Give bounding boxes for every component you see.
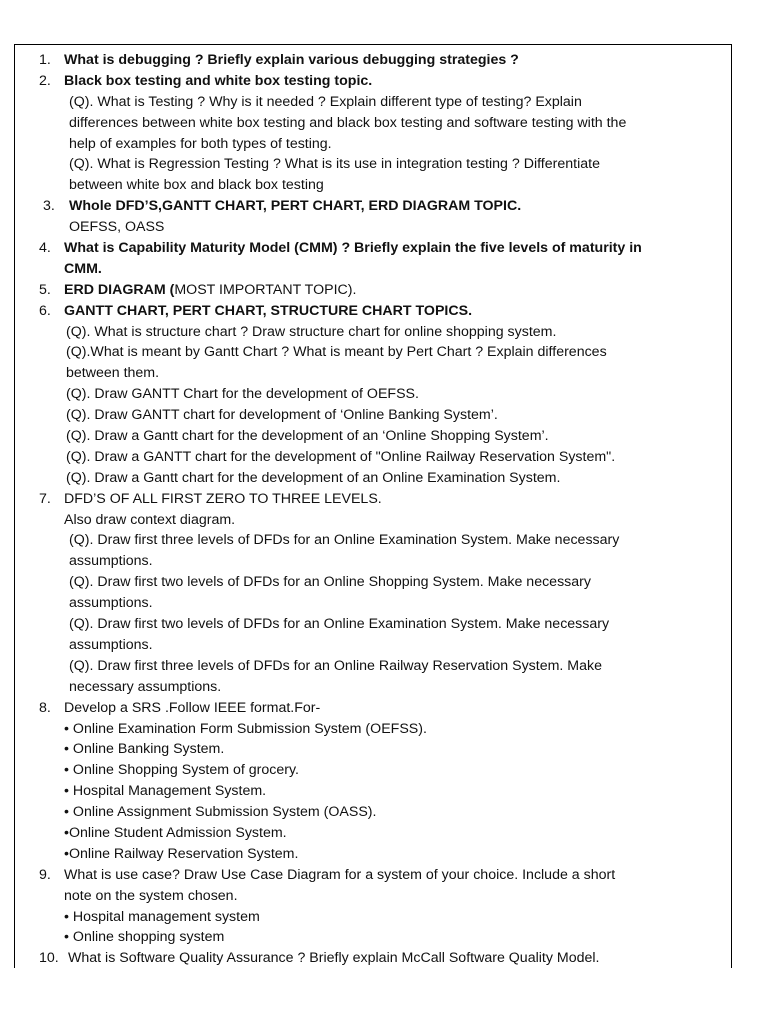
bullet-text: • Online shopping system (64, 929, 225, 946)
sub-text: Also draw context diagram. (64, 511, 236, 528)
item-number: 7. (39, 490, 51, 507)
list-item-8 (15, 698, 732, 719)
sub-line (15, 154, 732, 175)
item-text: Develop a SRS .Follow IEEE format.For- (64, 699, 321, 716)
sub-text: assumptions. (69, 553, 153, 570)
sub-line (15, 530, 732, 551)
sub-text: (Q). Draw first three levels of DFDs for an Online Railway Reservation System. Make (69, 657, 602, 674)
bullet-line (15, 907, 732, 928)
list-item-5 (15, 280, 732, 301)
sub-line (15, 342, 732, 363)
item-text: Whole DFD’S,GANTT CHART, PERT CHART, ERD DIAGRAM TOPIC. (69, 198, 522, 215)
item-text: What is Capability Maturity Model (CMM) ? Briefly explain the five levels of maturity in (64, 240, 642, 257)
sub-line (15, 363, 732, 384)
bullet-text: • Online Banking System. (64, 741, 225, 758)
sub-text: (Q). Draw GANTT Chart for the development of OEFSS. (66, 386, 419, 403)
bullet-text: • Hospital Management System. (64, 783, 267, 800)
question-list (15, 50, 732, 968)
sub-line (15, 405, 732, 426)
sub-text: (Q). What is structure chart ? Draw structure chart for online shopping system. (66, 323, 557, 340)
sub-line (15, 92, 732, 113)
sub-line (15, 593, 732, 614)
list-item-2 (15, 71, 732, 92)
sub-text: (Q). Draw first two levels of DFDs for an Online Examination System. Make necessary (69, 616, 610, 633)
sub-text: (Q). Draw first three levels of DFDs for an Online Examination System. Make necessary (69, 532, 620, 549)
sub-text: (Q). Draw a GANTT chart for the development of "Online Railway Reservation System". (66, 448, 616, 465)
sub-text: (Q). What is Regression Testing ? What is its use in integration testing ? Differentiate (69, 156, 600, 173)
question-list-box (14, 44, 732, 968)
sub-text: (Q). Draw a Gantt chart for the development of an ‘Online Shopping System’. (66, 428, 549, 445)
bullet-text: • Online Shopping System of grocery. (64, 762, 299, 779)
sub-line (15, 426, 732, 447)
list-item-1 (15, 50, 732, 71)
bullet-text: • Hospital management system (64, 908, 260, 925)
sub-line (15, 259, 732, 280)
bullet-line (15, 739, 732, 760)
item-text (64, 280, 356, 301)
bullet-line (15, 781, 732, 802)
sub-text: differences between white box testing and black box testing and software testing with the (69, 114, 627, 131)
sub-line (15, 510, 732, 531)
sub-text: assumptions. (69, 595, 153, 612)
item-text: GANTT CHART, PERT CHART, STRUCTURE CHART TOPICS. (64, 302, 473, 319)
bullet-text: • Online Assignment Submission System (OASS). (64, 804, 377, 821)
list-item-10 (15, 948, 732, 968)
bullet-line (15, 719, 732, 740)
list-item-4 (15, 238, 732, 259)
sub-line (15, 217, 732, 238)
bullet-line (15, 823, 732, 844)
sub-text: (Q). Draw a Gantt chart for the development of an Online Examination System. (66, 469, 561, 486)
item-text: Black box testing and white box testing topic. (64, 72, 373, 89)
sub-line (15, 134, 732, 155)
sub-line (15, 468, 732, 489)
sub-line (15, 322, 732, 343)
item-text: What is use case? Draw Use Case Diagram for a system of your choice. Include a short (64, 866, 616, 883)
sub-text: between them. (66, 365, 160, 382)
item-text-bold: ERD DIAGRAM ( (64, 281, 175, 298)
sub-text: note on the system chosen. (64, 887, 238, 904)
sub-line (15, 614, 732, 635)
sub-line (15, 175, 732, 196)
bullet-line (15, 844, 732, 865)
sub-line (15, 551, 732, 572)
sub-text: between white box and black box testing (69, 177, 324, 194)
bullet-text: •Online Student Admission System. (64, 824, 287, 841)
sub-text: assumptions. (69, 636, 153, 653)
item-text: DFD’S OF ALL FIRST ZERO TO THREE LEVELS. (64, 490, 382, 507)
bullet-line (15, 802, 732, 823)
bullet-text: • Online Examination Form Submission System (OEFSS). (64, 720, 427, 737)
sub-line (15, 113, 732, 134)
list-item-3 (15, 196, 732, 217)
item-number: 5. (39, 281, 51, 298)
sub-text: CMM. (64, 260, 102, 277)
item-number: 1. (39, 52, 51, 68)
sub-text: necessary assumptions. (69, 678, 222, 695)
sub-line (15, 635, 732, 656)
item-number: 2. (39, 72, 51, 89)
bullet-line (15, 760, 732, 781)
sub-text: OEFSS, OASS (69, 219, 165, 236)
sub-line (15, 384, 732, 405)
item-number: 8. (39, 699, 51, 716)
item-number: 3. (43, 198, 55, 215)
list-item-9 (15, 865, 732, 886)
bullet-text: •Online Railway Reservation System. (64, 845, 299, 862)
list-item-7 (15, 489, 732, 510)
item-number: 4. (39, 240, 51, 257)
sub-line (15, 656, 732, 677)
sub-text: (Q). What is Testing ? Why is it needed ? Explain different type of testing? Explain (69, 93, 582, 110)
sub-text: (Q). Draw first two levels of DFDs for an Online Shopping System. Make necessary (69, 574, 591, 591)
sub-text: (Q).What is meant by Gantt Chart ? What is meant by Pert Chart ? Explain differences (66, 344, 607, 361)
sub-line (15, 677, 732, 698)
item-text: What is Software Quality Assurance ? Briefly explain McCall Software Quality Model. (68, 950, 600, 967)
sub-line (15, 447, 732, 468)
sub-text: help of examples for both types of testing. (69, 135, 332, 152)
sub-line (15, 572, 732, 593)
item-text-rest: MOST IMPORTANT TOPIC). (174, 281, 357, 298)
sub-line (15, 886, 732, 907)
bullet-line (15, 927, 732, 948)
item-number: 10. (39, 950, 59, 967)
item-text: What is debugging ? Briefly explain various debugging strategies ? (64, 52, 519, 68)
sub-text: (Q). Draw GANTT chart for development of ‘Online Banking System’. (66, 407, 498, 424)
item-number: 9. (39, 866, 51, 883)
list-item-6 (15, 301, 732, 322)
item-number: 6. (39, 302, 51, 319)
